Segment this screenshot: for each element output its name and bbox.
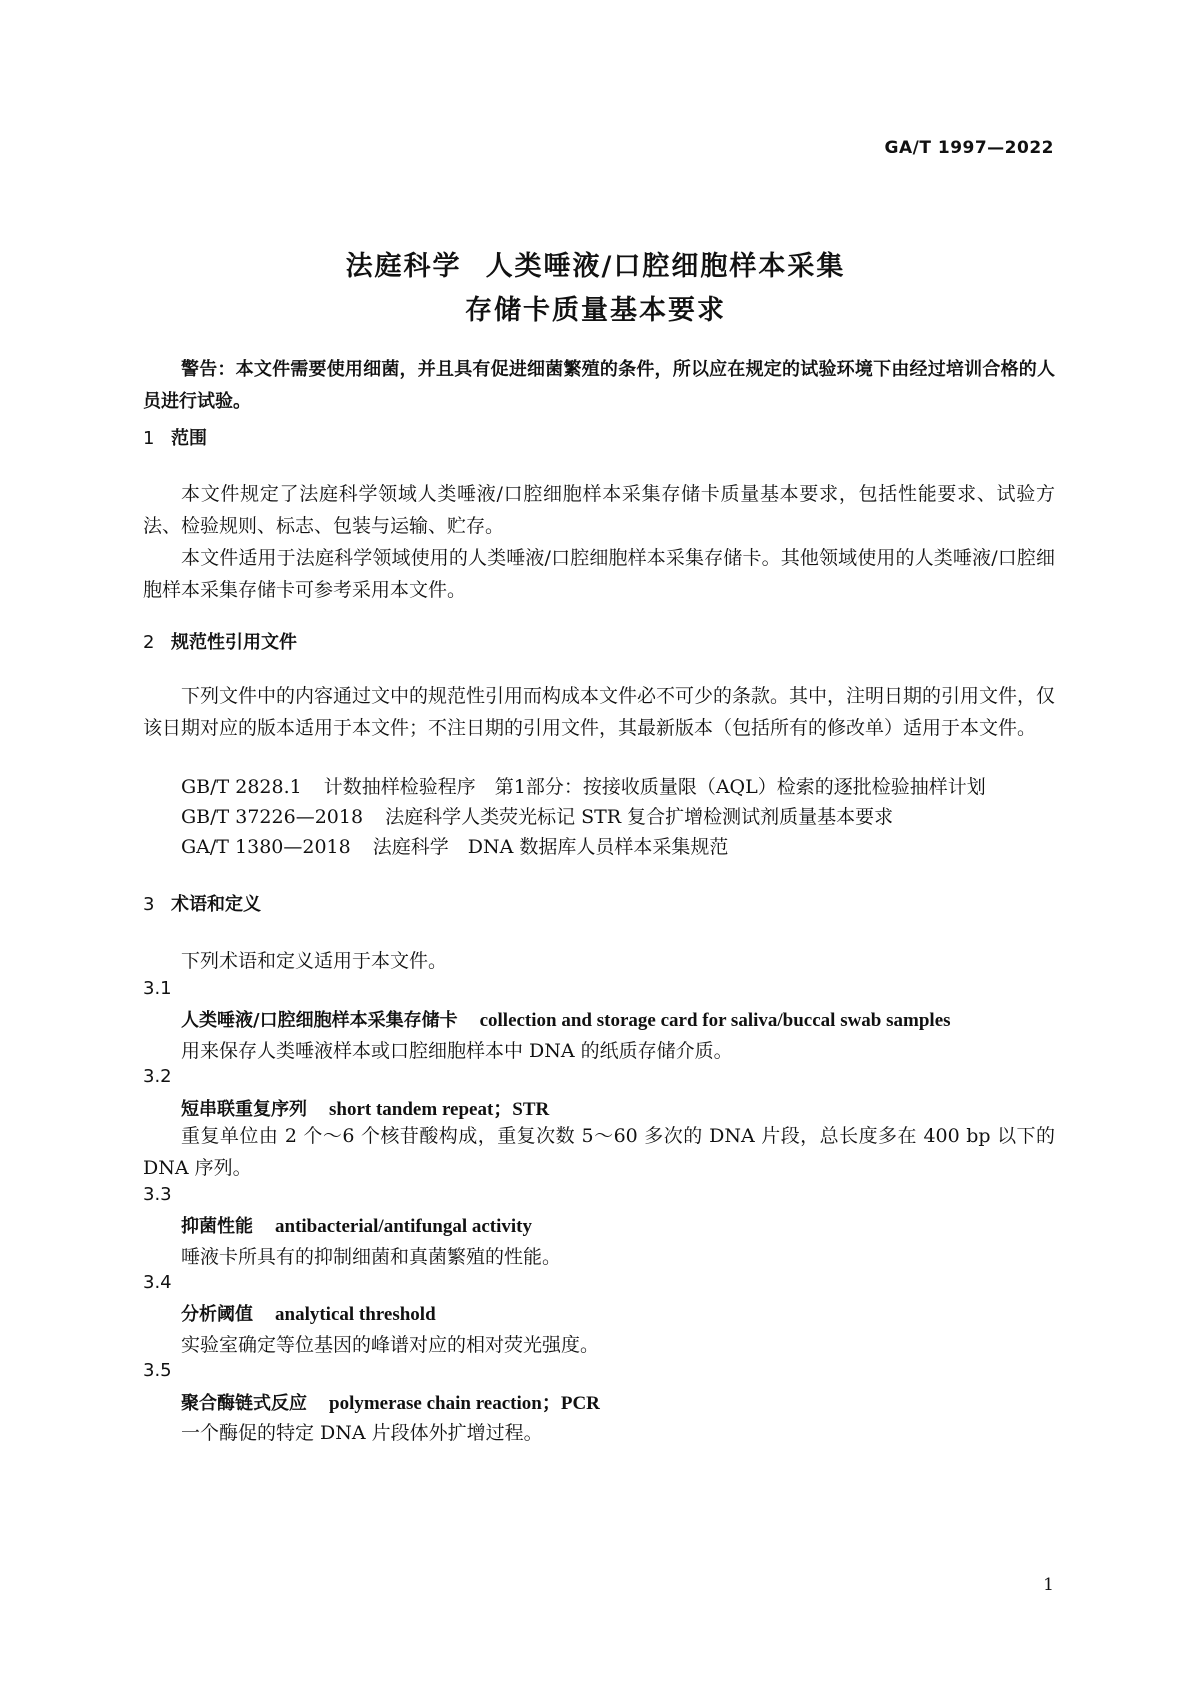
reference-code: GB/T 2828.1 — [181, 776, 302, 798]
term-entry — [181, 1388, 600, 1415]
page-number: 1 — [1043, 1575, 1054, 1595]
document-title-line-1 — [0, 244, 1191, 283]
section-number: 1 — [143, 428, 155, 449]
term-chinese: 抑菌性能 — [181, 1216, 253, 1237]
title-part-b: 人类唾液/口腔细胞样本采集 — [485, 251, 846, 282]
section-title: 范围 — [171, 428, 207, 449]
term-entry — [181, 1212, 532, 1238]
term-entry — [181, 1006, 951, 1032]
term-english: antibacterial/antifungal activity — [275, 1216, 533, 1237]
clause-number: 3.1 — [143, 978, 172, 999]
term-definition: 重复单位由 2 个～6 个核苷酸构成，重复次数 5～60 多次的 DNA 片段，总长度多在 400 bp 以下的 DNA 序列。 — [143, 1125, 1055, 1179]
term-entry — [181, 1094, 549, 1121]
clause-number: 3.5 — [143, 1360, 172, 1381]
clause-number: 3.4 — [143, 1272, 172, 1293]
term-definition: 一个酶促的特定 DNA 片段体外扩增过程。 — [181, 1422, 543, 1444]
clause-number: 3.2 — [143, 1066, 172, 1087]
term-english: collection and storage card for saliva/buccal swab samples — [479, 1010, 951, 1031]
term-definition: 唾液卡所具有的抑制细菌和真菌繁殖的性能。 — [181, 1246, 562, 1268]
term-english: polymerase chain reaction；PCR — [329, 1393, 600, 1414]
reference-title: 计数抽样检验程序 第1部分：按接收质量限（AQL）检索的逐批检验抽样计划 — [323, 776, 986, 798]
reference-title: 法庭科学 DNA 数据库人员样本采集规范 — [372, 836, 729, 858]
clause-number: 3.3 — [143, 1184, 172, 1205]
term-chinese: 人类唾液/口腔细胞样本采集存储卡 — [181, 1010, 458, 1031]
terms-intro: 下列术语和定义适用于本文件。 — [181, 950, 448, 972]
term-english: short tandem repeat；STR — [329, 1099, 550, 1120]
reference-item — [181, 802, 893, 832]
warning-paragraph: 警告：本文件需要使用细菌，并且具有促进细菌繁殖的条件，所以应在规定的试验环境下由经过培训合格的人员进行试验。 — [143, 359, 1055, 412]
section-2-heading — [143, 628, 297, 654]
document-code: GA/T 1997—2022 — [884, 138, 1054, 158]
scope-paragraph-2: 本文件适用于法庭科学领域使用的人类唾液/口腔细胞样本采集存储卡。其他领域使用的人类唾液/口腔细胞样本采集存储卡可参考采用本文件。 — [143, 547, 1055, 601]
reference-code: GB/T 37226—2018 — [181, 806, 364, 828]
scope-paragraph-1: 本文件规定了法庭科学领域人类唾液/口腔细胞样本采集存储卡质量基本要求，包括性能要求、试验方法、检验规则、标志、包装与运输、贮存。 — [143, 483, 1055, 537]
section-title: 规范性引用文件 — [171, 632, 297, 653]
term-chinese: 聚合酶链式反应 — [181, 1393, 307, 1414]
term-chinese: 分析阈值 — [181, 1304, 253, 1325]
term-english: analytical threshold — [275, 1304, 436, 1325]
section-1-heading — [143, 424, 207, 450]
section-3-heading — [143, 890, 261, 916]
term-entry — [181, 1300, 436, 1326]
normative-references-paragraph: 下列文件中的内容通过文中的规范性引用而构成本文件必不可少的条款。其中，注明日期的引用文件，仅该日期对应的版本适用于本文件；不注日期的引用文件，其最新版本（包括所有的修改单）适用于本文件。 — [143, 685, 1056, 739]
reference-item — [181, 772, 986, 802]
reference-item — [181, 832, 728, 862]
section-number: 2 — [143, 632, 155, 653]
title-part-a: 法庭科学 — [345, 251, 462, 282]
section-title: 术语和定义 — [171, 894, 261, 915]
reference-code: GA/T 1380—2018 — [181, 836, 351, 858]
term-definition: 实验室确定等位基因的峰谱对应的相对荧光强度。 — [181, 1334, 600, 1356]
term-chinese: 短串联重复序列 — [181, 1099, 307, 1120]
term-definition: 用来保存人类唾液样本或口腔细胞样本中 DNA 的纸质存储介质。 — [181, 1040, 733, 1062]
reference-title: 法庭科学人类荧光标记 STR 复合扩增检测试剂质量基本要求 — [385, 806, 894, 828]
section-number: 3 — [143, 894, 155, 915]
document-title-line-2: 存储卡质量基本要求 — [465, 295, 726, 326]
